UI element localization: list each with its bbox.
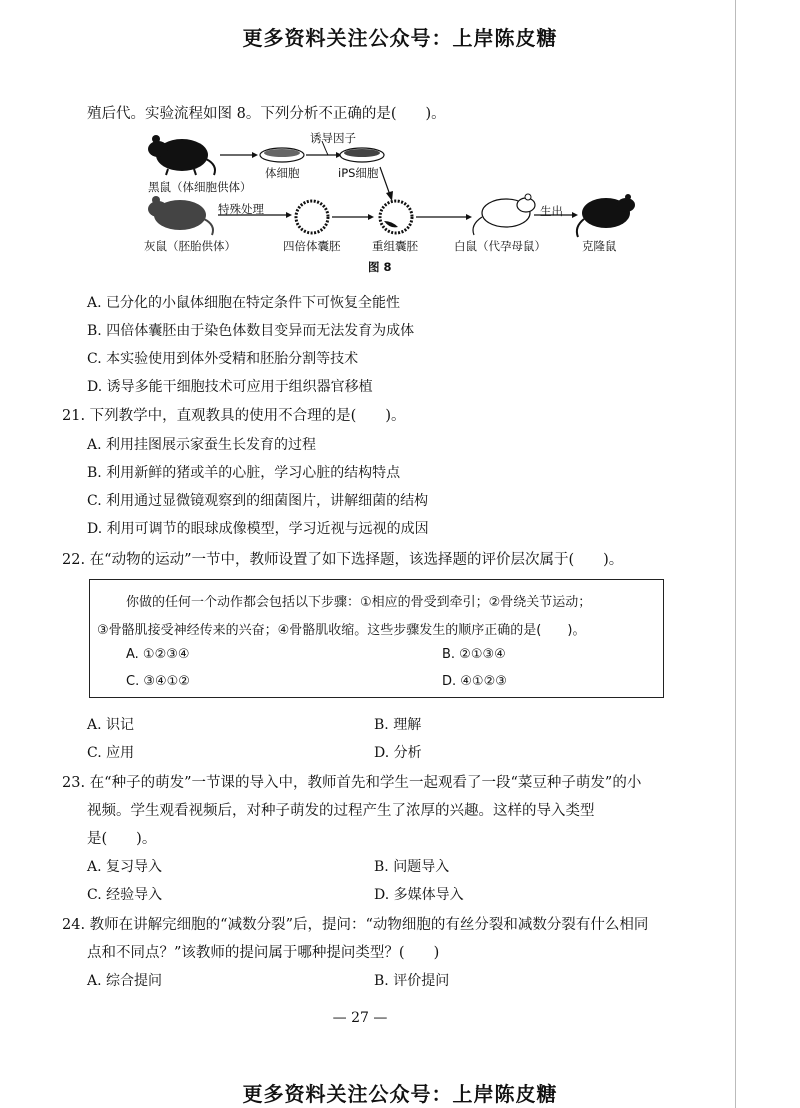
fig-label-tetraploid: 四倍体囊胚 xyxy=(283,239,341,253)
q23-stem-line-1: 23. 在“种子的萌发”一节课的导入中，教师首先和学生一起观看了一段“菜豆种子萌发”的小 xyxy=(62,775,642,791)
q23-option-a: A. 复习导入 xyxy=(87,859,163,875)
q22-stem: 22. 在“动物的运动”一节中，教师设置了如下选择题，该选择题的评价层次属于( )。 xyxy=(62,552,624,568)
q23-option-d: D. 多媒体导入 xyxy=(374,887,464,903)
fig-label-somatic-cell: 体细胞 xyxy=(265,166,300,180)
q23-option-c: C. 经验导入 xyxy=(87,887,163,903)
q22-option-b: B. 理解 xyxy=(374,717,422,733)
fig-label-special-treatment: 特殊处理 xyxy=(218,202,264,216)
q20-stem: 殖后代。实验流程如图 8。下列分析不正确的是( )。 xyxy=(87,106,446,122)
recombinant-blastocyst-icon xyxy=(380,201,412,233)
q20-option-a: A. 已分化的小鼠体细胞在特定条件下可恢复全能性 xyxy=(87,295,401,311)
scan-edge-line xyxy=(735,0,736,1108)
q24-stem-line-2: 点和不同点？”该教师的提问属于哪种提问类型？( ) xyxy=(87,945,440,961)
q22-box-option-a: A. ①②③④ xyxy=(126,647,190,662)
page-number: — 27 — xyxy=(332,1010,388,1026)
q22-box-line-1: 你做的任何一个动作都会包括以下步骤：①相应的骨受到牵引；②骨绕关节运动； xyxy=(126,595,592,610)
q22-option-c: C. 应用 xyxy=(87,745,135,761)
q20-option-b: B. 四倍体囊胚由于染色体数目变异而无法发育为成体 xyxy=(87,323,415,339)
fig-label-black-mouse: 黑鼠（体细胞供体） xyxy=(148,180,252,194)
fig-label-ips-cell: iPS细胞 xyxy=(338,166,379,180)
fig-label-birth: 生出 xyxy=(540,204,563,218)
q24-option-b: B. 评价提问 xyxy=(374,973,450,989)
q23-stem-line-2: 视频。学生观看视频后，对种子萌发的过程产生了浓厚的兴趣。这样的导入类型 xyxy=(87,803,595,819)
q21-stem: 21. 下列教学中，直观教具的使用不合理的是( )。 xyxy=(62,408,406,424)
tetraploid-blastocyst-icon xyxy=(296,201,328,233)
fig-label-induction-factor: 诱导因子 xyxy=(310,131,356,145)
q21-option-b: B. 利用新鲜的猪或羊的心脏，学习心脏的结构特点 xyxy=(87,465,401,481)
white-mouse-icon xyxy=(473,194,535,235)
black-mouse-icon xyxy=(148,135,215,175)
q21-option-c: C. 利用通过显微镜观察到的细菌图片，讲解细菌的结构 xyxy=(87,493,429,509)
q24-stem-line-1: 24. 教师在讲解完细胞的“减数分裂”后，提问：“动物细胞的有丝分裂和减数分裂有什么相同 xyxy=(62,917,649,933)
q22-option-d: D. 分析 xyxy=(374,745,422,761)
q21-option-d: D. 利用可调节的眼球成像模型，学习近视与远视的成因 xyxy=(87,521,429,537)
header-banner: 更多资料关注公众号：上岸陈皮糖 xyxy=(242,26,558,50)
fig-label-recombinant: 重组囊胚 xyxy=(372,239,418,253)
q20-option-d: D. 诱导多能干细胞技术可应用于组织器官移植 xyxy=(87,379,373,395)
q22-box-option-c: C. ③④①② xyxy=(126,674,190,689)
figure-caption: 图 8 xyxy=(368,260,392,274)
footer-banner: 更多资料关注公众号：上岸陈皮糖 xyxy=(242,1082,558,1106)
clone-mouse-icon xyxy=(577,194,635,237)
fig-label-gray-mouse: 灰鼠（胚胎供体） xyxy=(144,239,236,253)
somatic-cell-dish-icon xyxy=(260,148,304,162)
ips-cell-dish-icon xyxy=(340,148,384,162)
q22-option-a: A. 识记 xyxy=(87,717,135,733)
q23-option-b: B. 问题导入 xyxy=(374,859,450,875)
fig-label-white-mouse: 白鼠（代孕母鼠） xyxy=(454,239,546,253)
q22-box-option-b: B. ②①③④ xyxy=(442,647,506,662)
q22-box-option-d: D. ④①②③ xyxy=(442,674,507,689)
q23-stem-line-3: 是( )。 xyxy=(87,831,157,847)
q24-option-a: A. 综合提问 xyxy=(87,973,163,989)
fig-label-clone-mouse: 克隆鼠 xyxy=(582,239,617,253)
figure-8 xyxy=(140,125,640,280)
q22-box-line-2: ③骨骼肌接受神经传来的兴奋；④骨骼肌收缩。这些步骤发生的顺序正确的是( )。 xyxy=(97,623,586,638)
q21-option-a: A. 利用挂图展示家蚕生长发育的过程 xyxy=(87,437,317,453)
q20-option-c: C. 本实验使用到体外受精和胚胎分割等技术 xyxy=(87,351,359,367)
gray-mouse-icon xyxy=(148,196,213,235)
